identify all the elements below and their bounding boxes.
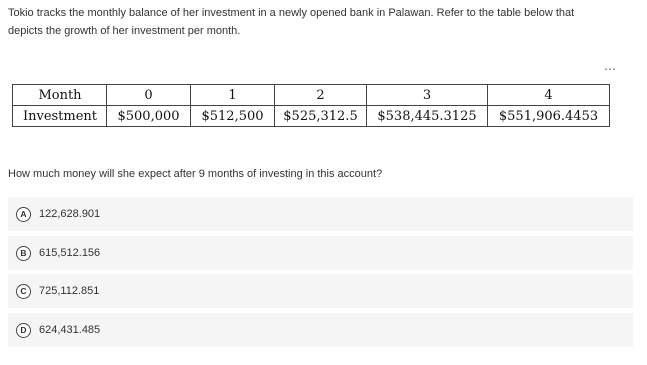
answer-option-d[interactable]: [8, 313, 633, 347]
prompt-line-1: Tokio tracks the monthly balance of her investment in a newly opened bank in Palawan. Refer to the table below that: [8, 7, 575, 19]
table-cell: 3: [367, 85, 488, 106]
table-row-header: Investment: [13, 106, 107, 127]
option-text: 122,628.901: [39, 208, 101, 220]
answer-option-c[interactable]: [8, 274, 633, 308]
option-letter-badge: C: [16, 284, 31, 299]
answer-option-a[interactable]: [8, 197, 633, 231]
table-row-investment: [13, 106, 610, 127]
option-text: 725,112.851: [39, 285, 100, 297]
more-options-icon[interactable]: ⋯: [604, 62, 616, 76]
table-cell: $551,906.4453: [488, 106, 610, 127]
option-text: 615,512.156: [39, 247, 101, 259]
answer-option-b[interactable]: [8, 236, 633, 270]
table-cell: $500,000: [107, 106, 191, 127]
option-letter-badge: B: [16, 246, 31, 261]
table-cell: 4: [488, 85, 610, 106]
table-cell: $538,445.3125: [367, 106, 488, 127]
option-text: 624,431.485: [39, 324, 101, 336]
table-row-header: Month: [13, 85, 107, 106]
investment-table: [12, 84, 610, 127]
question-text: How much money will she expect after 9 months of investing in this account?: [8, 168, 383, 180]
question-prompt: [8, 4, 638, 40]
table-cell: $525,312.5: [275, 106, 367, 127]
prompt-line-2: depicts the growth of her investment per month.: [8, 25, 241, 37]
table-row-month: [13, 85, 610, 106]
table-cell: 0: [107, 85, 191, 106]
option-letter-badge: A: [16, 207, 31, 222]
table-cell: $512,500: [191, 106, 275, 127]
table-cell: 2: [275, 85, 367, 106]
table-cell: 1: [191, 85, 275, 106]
option-letter-badge: D: [16, 323, 31, 338]
